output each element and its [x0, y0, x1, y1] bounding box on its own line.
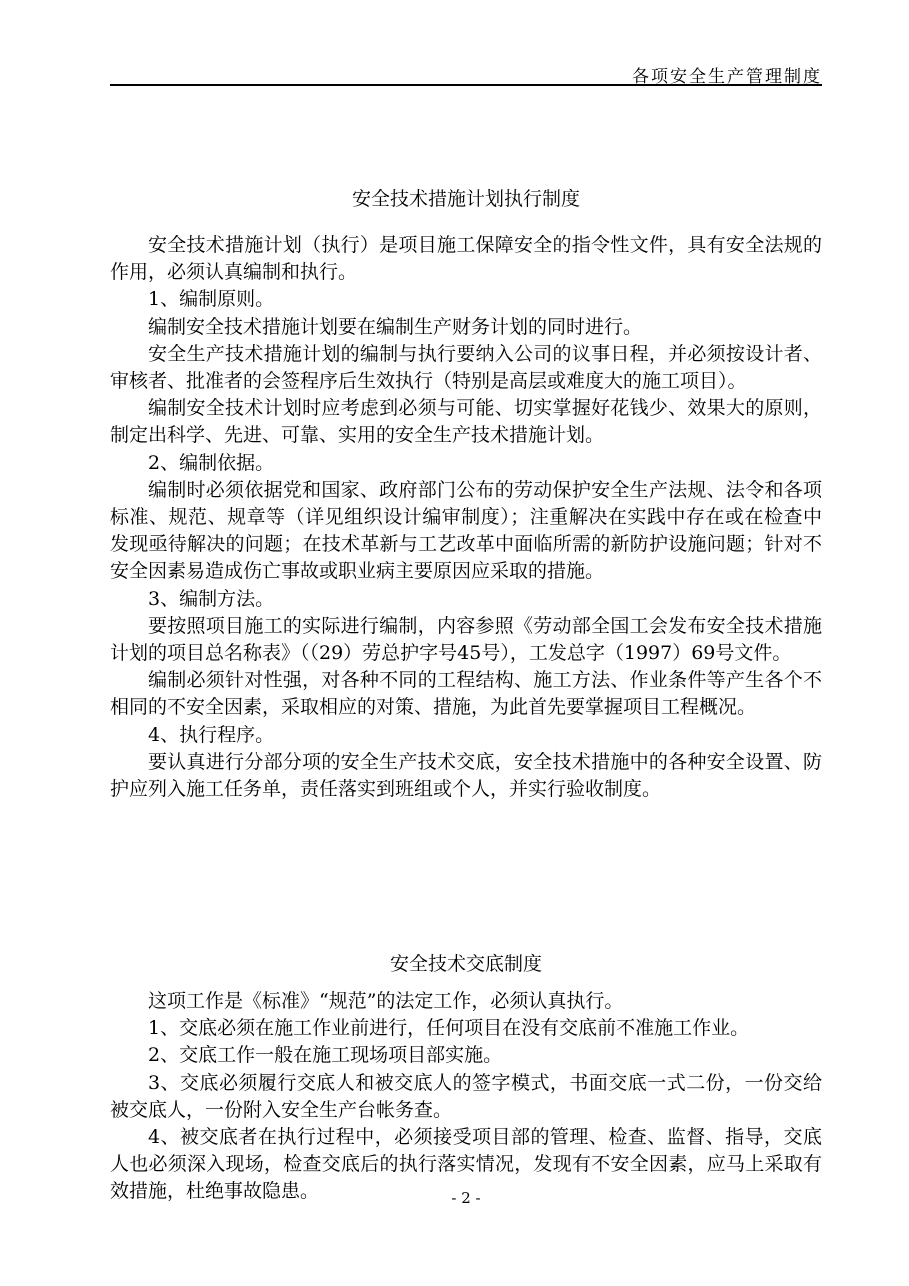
- section-body: [110, 232, 822, 803]
- section-title: 安全技术措施计划执行制度: [351, 188, 580, 210]
- paragraph: 编制安全技术措施计划要在编制生产财务计划的同时进行。: [148, 315, 643, 338]
- paragraph: 2、编制依据。: [148, 451, 275, 474]
- header-rule: [110, 84, 822, 86]
- paragraph: 安全技术措施计划（执行）是项目施工保障安全的指令性文件，具有安全法规的作用，必须认真编制和执行。: [110, 234, 822, 284]
- paragraph: 4、被交底者在执行过程中，必须接受项目部的管理、检查、监督、指导，交底人也必须深入现场，检查交底后的执行落实情况，发现有不安全因素，应马上采取有效措施，杜绝事故隐患。: [110, 1126, 822, 1203]
- paragraph: 编制必须针对性强，对各种不同的工程结构、施工方法、作业条件等产生各个不相同的不安全因素，采取相应的对策、措施，为此首先要掌握项目工程概况。: [110, 669, 822, 719]
- paragraph: 1、交底必须在施工作业前进行，任何项目在没有交底前不准施工作业。: [148, 1017, 750, 1040]
- section-body: [110, 988, 822, 1206]
- paragraph: 要认真进行分部分项的安全生产技术交底，安全技术措施中的各种安全设置、防护应列入施工任务单，责任落实到班组或个人，并实行验收制度。: [110, 750, 822, 801]
- paragraph: 编制安全技术计划时应考虑到必须与可能、切实掌握好花钱少、效果大的原则，制定出科学、先进、可靠、实用的安全生产技术措施计划。: [110, 397, 822, 447]
- section-title: 安全技术交底制度: [389, 953, 542, 975]
- paragraph: 2、交底工作一般在施工现场项目部实施。: [148, 1044, 503, 1067]
- paragraph: 这项工作是《标准》“规范”的法定工作，必须认真执行。: [148, 990, 624, 1012]
- paragraph: 安全生产技术措施计划的编制与执行要纳入公司的议事日程，并必须按设计者、审核者、批准者的会签程序后生效执行（特别是高层或难度大的施工项目）。: [110, 342, 822, 393]
- running-header: 各项安全生产管理制度: [632, 67, 822, 87]
- paragraph: 4、执行程序。: [148, 723, 275, 746]
- paragraph: 编制时必须依据党和国家、政府部门公布的劳动保护安全生产法规、法令和各项标准、规范、规章等（详见组织设计编审制度）；注重解决在实践中存在或在检查中发现亟待解决的问题；在技术革新与工艺改革中面临所需的新防护设施问题；针对不安全因素易造成伤亡事故或职业病主要原因应采取的措施。: [110, 478, 822, 583]
- page-number: - 2 -: [451, 1189, 481, 1207]
- paragraph: 3、交底必须履行交底人和被交底人的签字模式，书面交底一式二份，一份交给被交底人，一份附入安全生产台帐务查。: [110, 1071, 822, 1121]
- paragraph: 1、编制原则。: [148, 288, 275, 311]
- paragraph: 要按照项目施工的实际进行编制，内容参照《劳动部全国工会发布安全技术措施计划的项目总名称表》（（29）劳总护字号45号），工发总字（1997）69号文件。: [110, 614, 822, 665]
- paragraph: 3、编制方法。: [148, 587, 275, 610]
